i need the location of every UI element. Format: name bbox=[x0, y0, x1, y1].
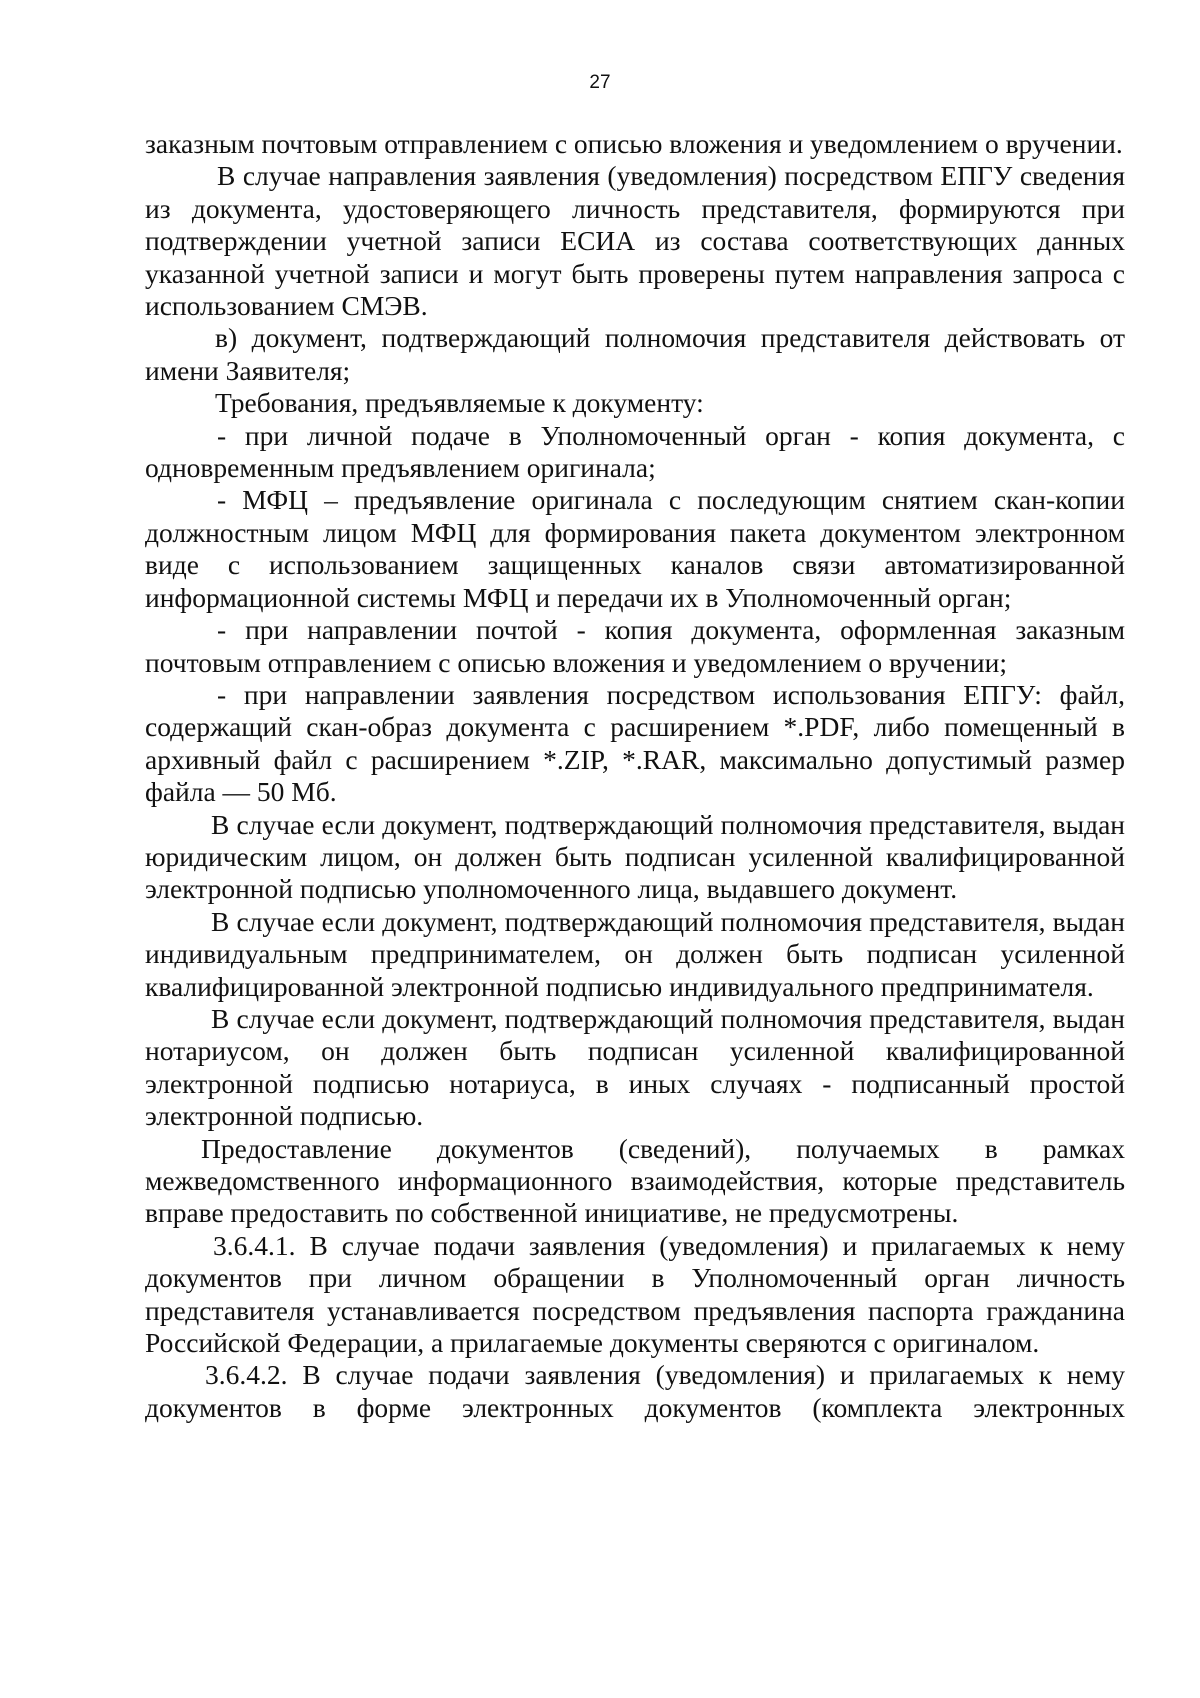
paragraph-continuation: заказным почтовым отправлением с описью вложения и уведомлением о вручении. bbox=[145, 128, 1123, 159]
list-item-mfc: - МФЦ – предъявление оригинала с последующим снятием скан-копии должностным лицом МФЦ для формирования пакета документом электронном виде с использованием защищенных каналов связи автоматизированной информационной системы МФЦ и передачи их в Уполномоченный орган; bbox=[145, 484, 1125, 613]
page-number: 27 bbox=[589, 72, 611, 93]
list-item-epgu: - при направлении заявления посредством использования ЕПГУ: файл, содержащий скан-образ документа с расширением *.PDF, либо помещенный в архивный файл с расширением *.ZIP, *.RAR, максимально допустимый размер файла — 50 Мб. bbox=[145, 678, 1125, 808]
paragraph-epgu-identity: В случае направления заявления (уведомления) посредством ЕПГУ сведения из документа, удостоверяющего личность представителя, формируются при подтверждении учетной записи ЕСИА из состава соответствующих данных указанной учетной записи и могут быть проверены путем направления запроса с использованием СМЭВ. bbox=[145, 160, 1125, 322]
paragraph-3-6-4-1: 3.6.4.1. В случае подачи заявления (уведомления) и прилагаемых к нему документов при личном обращении в Уполномоченный орган личность представителя устанавливается посредством предъявления паспорта гражданина Российской Федерации, а прилагаемые документы сверяются с оригиналом. bbox=[145, 1229, 1125, 1359]
list-item-post: - при направлении почтой - копия документа, оформленная заказным почтовым отправлением с описью вложения и уведомлением о вручении; bbox=[145, 614, 1125, 678]
document-body bbox=[145, 128, 1125, 1424]
paragraph-3-6-4-2: 3.6.4.2. В случае подачи заявления (уведомления) и прилагаемых к нему документов в форме электронных документов (комплекта электронных bbox=[145, 1359, 1125, 1423]
paragraph-notary: В случае если документ, подтверждающий полномочия представителя, выдан нотариусом, он должен быть подписан усиленной квалифицированной электронной подписью нотариуса, в иных случаях - подписанный простой электронной подписью. bbox=[145, 1002, 1125, 1132]
paragraph-legal-entity: В случае если документ, подтверждающий полномочия представителя, выдан юридическим лицом, он должен быть подписан усиленной квалифицированной электронной подписью уполномоченного лица, выдавшего документ. bbox=[145, 808, 1125, 905]
paragraph-item-v: в) документ, подтверждающий полномочия представителя действовать от имени Заявителя; bbox=[145, 322, 1125, 386]
list-item-personal-submission: - при личной подаче в Уполномоченный орган - копия документа, с одновременным предъявлением оригинала; bbox=[145, 419, 1125, 484]
paragraph-interagency: Предоставление документов (сведений), получаемых в рамках межведомственного информационного взаимодействия, которые представитель вправе предоставить по собственной инициативе, не предусмотрены. bbox=[145, 1132, 1125, 1229]
paragraph-requirements-heading: Требования, предъявляемые к документу: bbox=[215, 387, 704, 419]
paragraph-individual-entrepreneur: В случае если документ, подтверждающий полномочия представителя, выдан индивидуальным предпринимателем, он должен быть подписан усиленной квалифицированной электронной подписью индивидуального предпринимателя. bbox=[145, 905, 1125, 1002]
